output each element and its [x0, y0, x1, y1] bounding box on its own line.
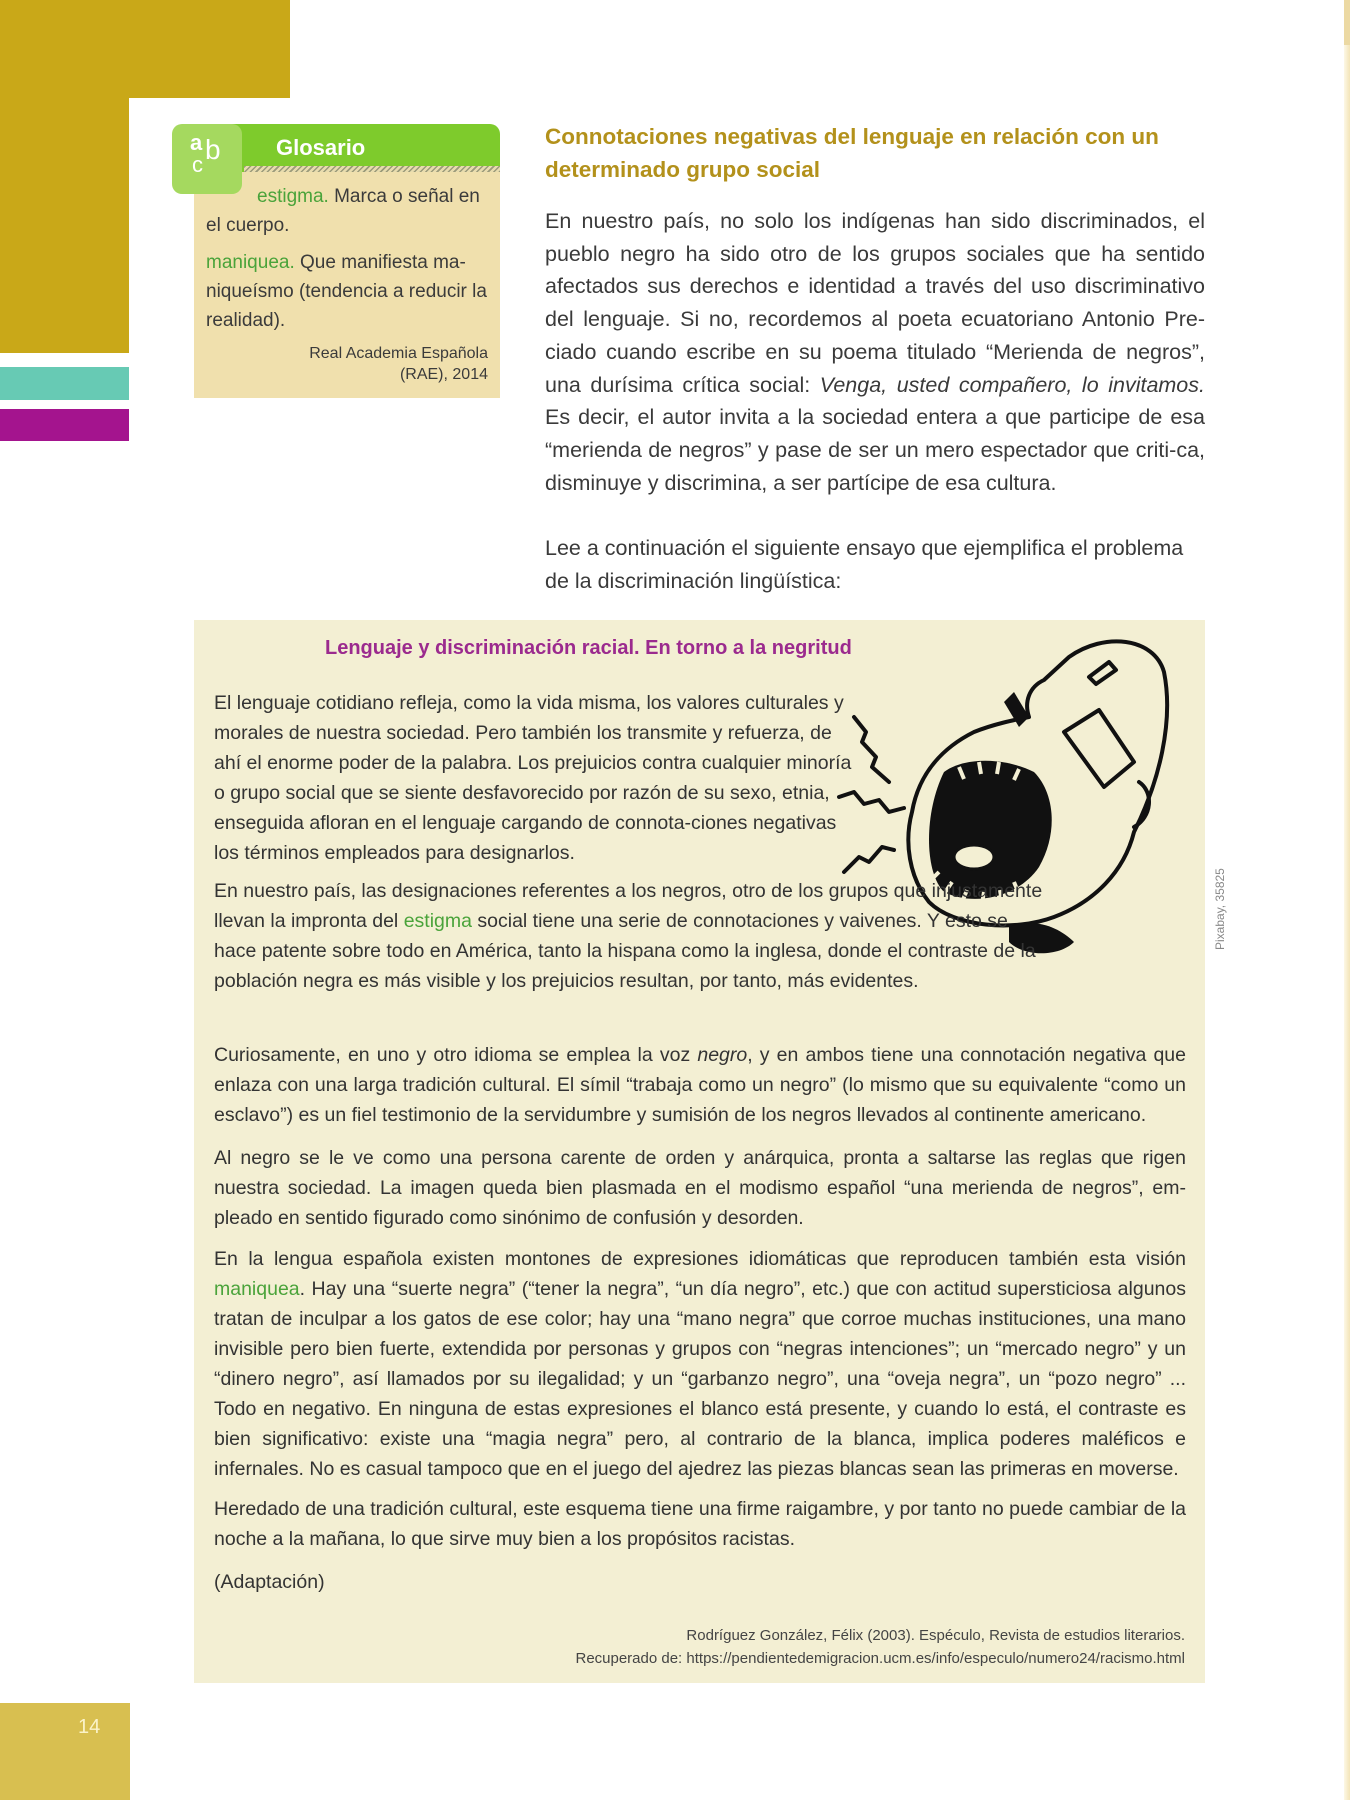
- glossary-source-line-1: Real Academia Española: [309, 345, 488, 362]
- decorative-magenta-bar: [0, 409, 129, 441]
- glossary-entry-estigma: [206, 182, 488, 240]
- page-number-block: [0, 1703, 130, 1800]
- essay-paragraph-1: El lenguaje cotidiano refleja, como la vida misma, los valores culturales y morales de nuestra sociedad. Pero también los transmite y refuerza, de ahí el enorme poder de la palabra. Los prejuicios contra cualquier minoría o grupo social que se siente desfavorecido por razón de su sexo, etnia, enseguida afloran en el lenguaje cargando de connota-ciones negativas los términos empleados para designarlos.: [214, 692, 852, 864]
- abc-glossary-icon: [172, 124, 242, 194]
- essay-paragraph-4: Al negro se le ve como una persona carente de orden y anárquica, pronta a saltarse las reglas que rigen nuestra sociedad. La imagen queda bien plasmada en el modismo español “una merienda de negros”, em-pleado en sentido figurado como sinónimo de confusión y desorden.: [214, 1147, 1186, 1229]
- essay-text: En nuestro país, las designaciones referentes a los negros, otro de los grupos que injustamente llevan la impronta del: [214, 880, 1043, 932]
- essay-box: [194, 620, 1205, 1683]
- essay-citation: [575, 1624, 1185, 1670]
- icon-letter-a: a: [190, 130, 203, 155]
- essay-text: , y en ambos tiene una connotación negativa que enlaza con una larga tradición cultural. El símil “trabaja como un negro” (lo mismo que su equivalente “como un esclavo”) es un fiel testimonio de la servidumbre y sumisión de los negros llevados al continente americano.: [214, 1044, 1186, 1126]
- glossary-term-link-maniquea: maniquea: [214, 1278, 300, 1300]
- intro-paragraph: [545, 205, 1205, 499]
- glossary-term-link-estigma: estigma: [403, 910, 472, 932]
- glossary-source: [206, 343, 488, 385]
- intro-text: En nuestro país, no solo los indígenas han sido discriminados, el pueblo negro ha sido otro de los grupos sociales que ha sentido afectados sus derechos e identidad a través del uso discriminativo del lenguaje. Si no, recordemos al poeta ecuatoriano Antonio Pre-ciado cuando escribe en su poema titulado “Merienda de negros”, una durísima crítica social:: [545, 209, 1205, 397]
- page-number: 14: [78, 1716, 101, 1738]
- decorative-teal-bar: [0, 367, 129, 400]
- glossary-definition: Marca o señal en el cuerpo.: [206, 186, 480, 236]
- essay-paragraph-6: Heredado de una tradición cultural, este esquema tiene una firme raigambre, y por tanto no puede cambiar de la noche a la mañana, lo que sirve muy bien a los propósitos racistas.: [214, 1498, 1186, 1550]
- icon-letter-c: c: [192, 152, 203, 177]
- essay-text: . Hay una “suerte negra” (“tener la negra”, “un día negro”, etc.) que con actitud supersticiosa algunos tratan de inculpar a los gatos de ese color; hay una “mano negra” que corroe muchas instituciones, una mano invisible pero bien fuerte, extendida por personas y grupos con “negras intenciones”; un “mercado negro” y un “dinero negro”, así llamados por su ilegalidad; y un “garbanzo negro”, una “oveja negra”, un “pozo negro” ... Todo en negativo. En ninguna de estas expresiones el blanco está presente, y cuando lo está, el contraste es bien significativo: existe una “magia negra” pero, al contrario de la blanca, implica poderes maléficos e infernales. No es casual tampoco que en el juego del ajedrez las piezas blancas sean las primeras en moverse.: [214, 1278, 1186, 1480]
- essay-paragraph-3: [214, 1040, 1186, 1130]
- glossary-term: maniquea.: [206, 252, 295, 273]
- essay-title: Lenguaje y discriminación racial. En torno a la negritud: [325, 637, 852, 659]
- decorative-gold-side-block: [0, 0, 129, 353]
- glossary-source-line-2: (RAE), 2014: [399, 366, 488, 383]
- glossary-entry-maniquea: [206, 248, 488, 335]
- photo-credit: Pixabay, 35825: [1213, 868, 1227, 950]
- essay-paragraph-2: [214, 876, 1044, 996]
- glossary-definition: Que manifiesta ma-niqueísmo (tendencia a reducir la realidad).: [206, 252, 487, 331]
- lead-paragraph: Lee a continuación el siguiente ensayo que ejemplifica el problema de la discriminación lingüística:: [545, 536, 1184, 593]
- citation-url: Recuperado de: https://pendientedemigracion.ucm.es/info/especulo/numero24/racismo.html: [575, 1650, 1185, 1667]
- glossary-body: [194, 172, 500, 398]
- intro-text-continued: Es decir, el autor invita a la sociedad entera a que participe de esa “merienda de negros” y pase de ser un mero espectador que criti-ca, disminuye y discrimina, a ser partícipe de esa cultura.: [545, 405, 1205, 495]
- essay-adaptation-note: (Adaptación): [214, 1571, 325, 1593]
- glossary-term: estigma.: [257, 186, 329, 207]
- essay-text: Curiosamente, en uno y otro idioma se emplea la voz: [214, 1044, 698, 1066]
- section-title: Connotaciones negativas del lenguaje en relación con un determinado grupo social: [545, 124, 1159, 182]
- citation-line-1: Rodríguez González, Félix (2003). Espéculo, Revista de estudios literarios.: [686, 1627, 1185, 1644]
- essay-paragraph-5: [214, 1244, 1186, 1484]
- poem-quote: Venga, usted compañero, lo invitamos.: [819, 372, 1205, 397]
- glossary-title: Glosario: [276, 135, 366, 160]
- essay-text: En la lengua española existen montones de expresiones idiomáticas que reproducen también esta visión: [214, 1248, 1186, 1270]
- essay-text: social tiene una serie de connotaciones y vaivenes. Y esto se hace patente sobre todo en América, tanto la hispana como la inglesa, donde el contraste de la población negra es más visible y los prejuicios resultan, por tanto, más evidentes.: [214, 910, 1036, 992]
- glossary-box: [190, 124, 500, 398]
- essay-italic-word: negro: [697, 1044, 748, 1066]
- icon-letter-b: b: [205, 134, 221, 165]
- decorative-right-edge: [1344, 0, 1350, 1800]
